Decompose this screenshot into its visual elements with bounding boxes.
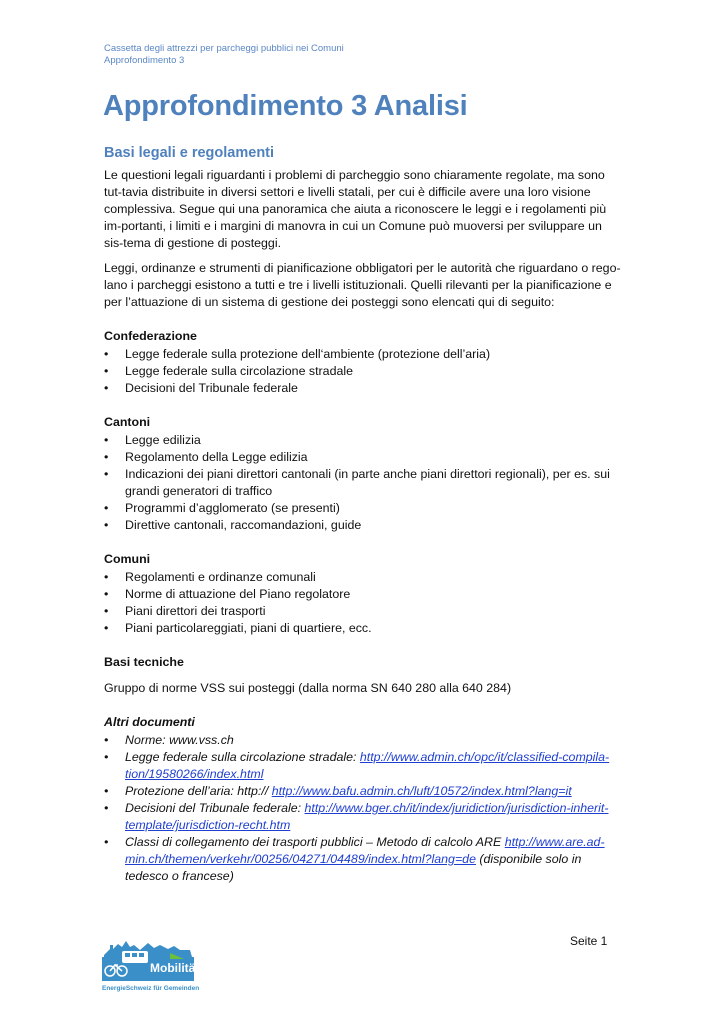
- altri-documenti-heading: Altri documenti: [104, 715, 195, 729]
- intro-paragraph-1: Le questioni legali riguardanti i problemi di parcheggio sono chiaramente regolate, ma sono tut-tavia distribuite in diversi settori e livelli statali, per cui è difficile avere una loro visione complessiva. Segue qui una panoramica che aiuta a riconoscere le leggi e i regolamenti più im-portanti, i limiti e i margini di manovra in cui un Comune può muoversi per sviluppare un sis-tema di gestione di posteggi.: [104, 168, 607, 250]
- bullet-icon: •: [104, 381, 109, 395]
- tribunale-federale-link[interactable]: http://www.bger.ch/it/index/juridiction/jurisdiction-inherit-template/jurisdiction-recht.htm: [125, 801, 609, 832]
- circolazione-stradale-link[interactable]: http://www.admin.ch/opc/it/classified-compila-tion/19580266/index.html: [125, 750, 610, 781]
- intro-paragraph-2: Leggi, ordinanze e strumenti di pianificazione obbligatori per le autorità che riguardano o rego-lano i parcheggi esistono a tutti e tre i livelli istituzionali. Quelli rilevanti per la pianificazione e per l’attuazione di un sistema di gestione dei posteggi sono elencati qui di seguito:: [104, 261, 621, 309]
- document-body: [104, 167, 624, 885]
- running-header-line-1: Cassetta degli attrezzi per parcheggi pubblici nei Comuni: [104, 43, 344, 54]
- list-item: • Norme di attuazione del Piano regolatore: [104, 587, 351, 601]
- list-item: • Regolamento della Legge edilizia: [104, 450, 308, 464]
- cantoni-list: [104, 432, 624, 534]
- bullet-icon: •: [104, 450, 109, 464]
- cantoni-heading: Cantoni: [104, 415, 151, 429]
- bullet-icon: •: [104, 467, 109, 481]
- list-item: • Decisioni del Tribunale federale: http://www.bger.ch/it/index/juridiction/jurisdiction-inherit-template/jurisdiction-recht.htm: [104, 801, 609, 832]
- bullet-icon: •: [104, 801, 109, 815]
- bullet-icon: •: [104, 604, 109, 618]
- list-item: • Decisioni del Tribunale federale: [104, 381, 298, 395]
- bullet-icon: •: [104, 364, 109, 378]
- basi-tecniche-text: Gruppo di norme VSS sui posteggi (dalla norma SN 640 280 alla 640 284): [104, 681, 512, 695]
- list-item: • Legge federale sulla circolazione stradale: [104, 364, 353, 378]
- list-item: • Regolamenti e ordinanze comunali: [104, 570, 316, 584]
- running-header: [104, 43, 344, 67]
- list-item: • Classi di collegamento dei trasporti pubblici – Metodo di calcolo ARE http://www.are.ad-min.ch/themen/verkehr/00256/04271/04489/index.html?lang=de (disponibile solo in tedesco o francese): [104, 835, 605, 883]
- page-title: Approfondimento 3 Analisi: [103, 90, 468, 122]
- section-subtitle: Basi legali e regolamenti: [104, 145, 275, 161]
- bullet-icon: •: [104, 587, 109, 601]
- confederazione-list: [104, 346, 624, 397]
- logo-name: Mobilität: [150, 961, 200, 975]
- bullet-icon: •: [104, 518, 109, 532]
- list-item: • Legge federale sulla protezione dell‘ambiente (protezione dell’aria): [104, 347, 491, 361]
- logo-caption: EnergieSchweiz für Gemeinden: [102, 985, 200, 992]
- bullet-icon: •: [104, 621, 109, 635]
- list-item: • Direttive cantonali, raccomandazioni, guide: [104, 518, 362, 532]
- are-link[interactable]: http://www.are.ad-min.ch/themen/verkehr/00256/04271/04489/index.html?lang=de: [125, 835, 605, 866]
- bullet-icon: •: [104, 347, 109, 361]
- list-item: • Protezione dell’aria: http:// http://www.bafu.admin.ch/luft/10572/index.html?lang=it: [104, 784, 572, 798]
- running-header-line-2: Approfondimento 3: [104, 55, 185, 66]
- list-item: • Legge federale sulla circolazione stradale: http://www.admin.ch/opc/it/classified-compila-tion/19580266/index.html: [104, 750, 610, 781]
- list-item: • Legge edilizia: [104, 433, 201, 447]
- bullet-icon: •: [104, 733, 109, 747]
- comuni-list: [104, 569, 624, 637]
- page-number: Seite 1: [570, 934, 608, 948]
- protezione-aria-link[interactable]: http://www.bafu.admin.ch/luft/10572/index.html?lang=it: [271, 784, 572, 798]
- bullet-icon: •: [104, 784, 109, 798]
- list-item: • Programmi d’agglomerato (se presenti): [104, 501, 340, 515]
- bullet-icon: •: [104, 501, 109, 515]
- list-item: • Norme: www.vss.ch: [104, 733, 234, 747]
- bullet-icon: •: [104, 570, 109, 584]
- list-item: • Piani direttori dei trasporti: [104, 604, 266, 618]
- confederazione-heading: Confederazione: [104, 329, 197, 343]
- bullet-icon: •: [104, 433, 109, 447]
- comuni-heading: Comuni: [104, 552, 151, 566]
- list-item: • Indicazioni dei piani direttori cantonali (in parte anche piani direttori regionali), per es. sui grandi generatori di traffico: [104, 467, 610, 498]
- altri-documenti-list: [104, 732, 624, 885]
- bullet-icon: •: [104, 750, 109, 764]
- list-item: • Piani particolareggiati, piani di quartiere, ecc.: [104, 621, 372, 635]
- basi-tecniche-heading: Basi tecniche: [104, 655, 184, 669]
- bullet-icon: •: [104, 835, 109, 849]
